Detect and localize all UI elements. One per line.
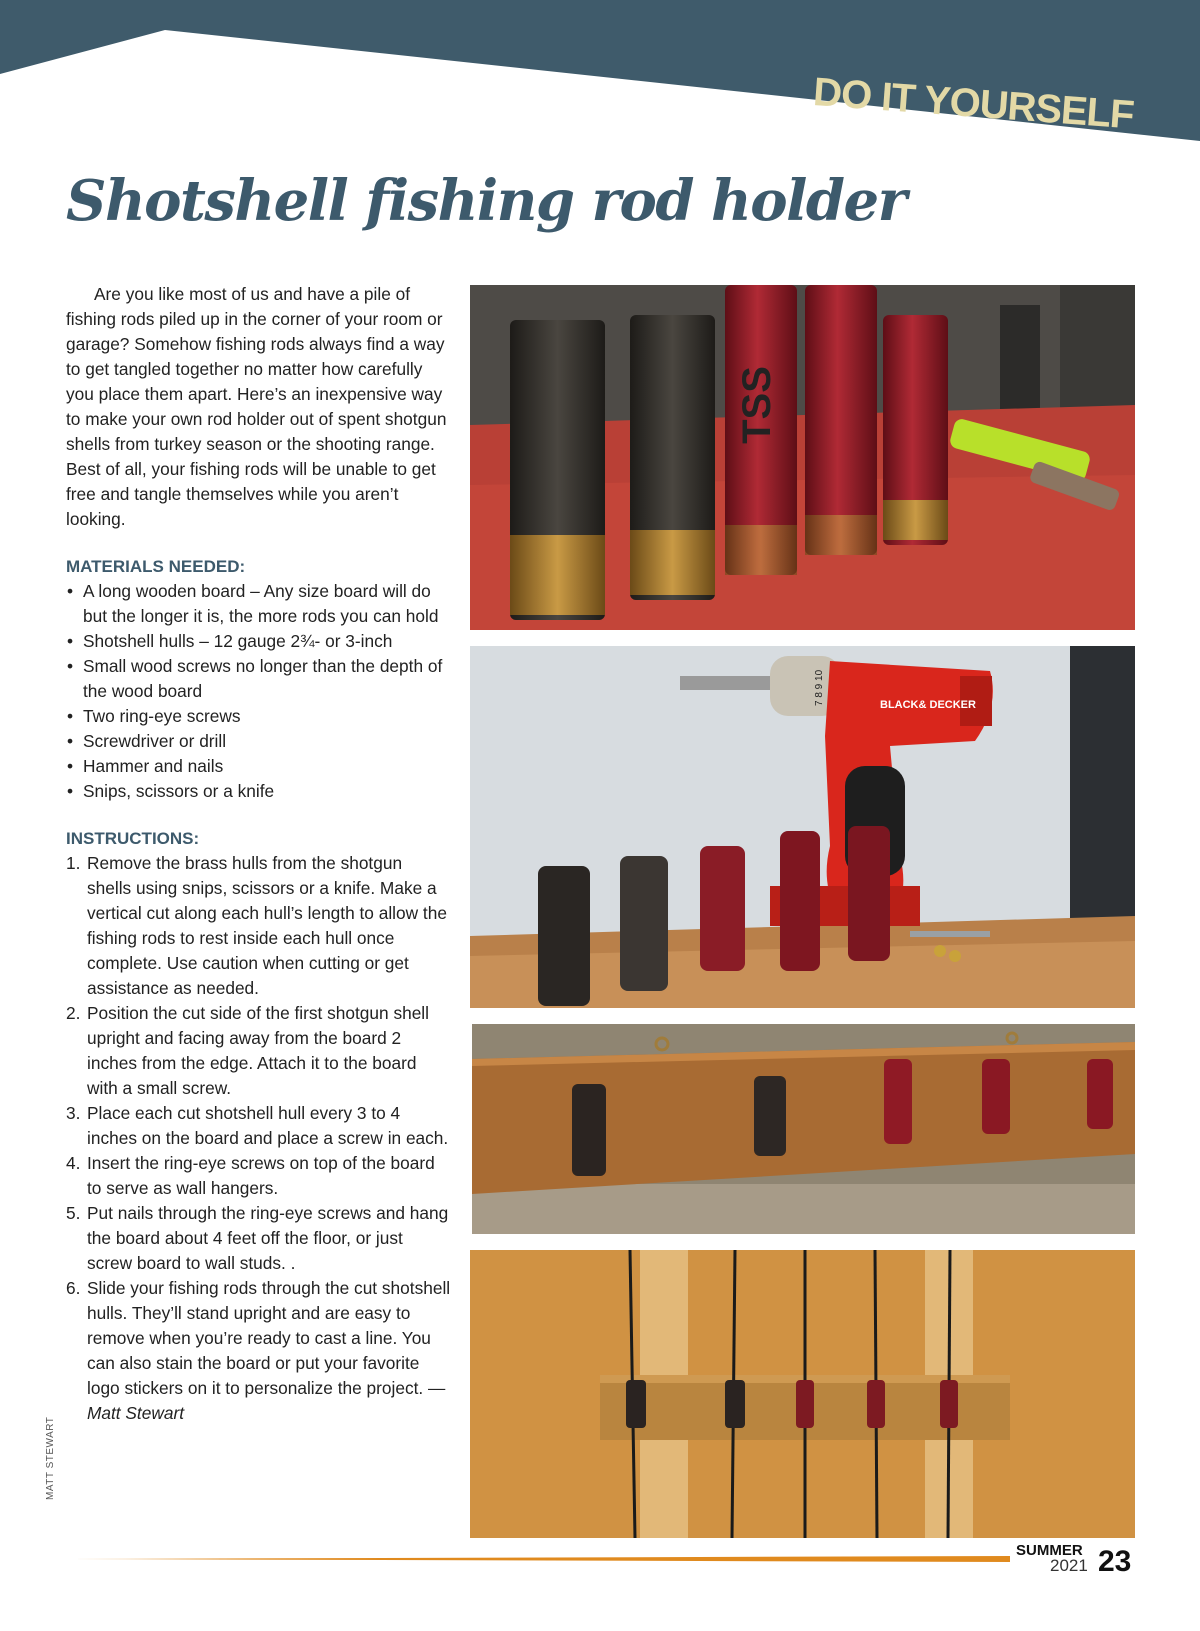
shell-marking: TSS [735, 366, 779, 444]
step-number: 6. [66, 1278, 81, 1298]
instruction-step [66, 1201, 451, 1276]
step-number: 5. [66, 1203, 81, 1223]
step-number: 2. [66, 1003, 81, 1023]
list-item: • Shotshell hulls – 12 gauge 2¾- or 3-inch [66, 629, 451, 654]
step-text: Insert the ring-eye screws on top of the board to serve as wall hangers. [87, 1153, 435, 1198]
materials-heading: MATERIALS NEEDED: [66, 557, 246, 576]
list-item: • Snips, scissors or a knife [66, 779, 451, 804]
list-item: • Screwdriver or drill [66, 729, 451, 754]
step-text: Slide your fishing rods through the cut shotshell hulls. They’ll stand upright and are easy to remove when you’re ready to cast a line. You can also stain the board or put your favorite logo stickers on it to personalize the project. — [87, 1278, 451, 1398]
instructions-list [66, 851, 451, 1426]
instruction-step [66, 851, 451, 1001]
photo-credit: MATT STEWART [45, 1416, 56, 1500]
instruction-step [66, 1151, 451, 1201]
photo-drill-and-hulls [470, 646, 1135, 1008]
instruction-step [66, 1001, 451, 1101]
article-body [66, 282, 451, 1426]
step-number: 1. [66, 853, 81, 873]
list-item: • Two ring-eye screws [66, 704, 451, 729]
page-number: 23 [1098, 1545, 1132, 1578]
list-item: • A long wooden board – Any size board will do but the longer it is, the more rods you can hold [66, 579, 451, 629]
step-text: Position the cut side of the first shotgun shell upright and facing away from the board 2 inches from the edge. Attach it to the board with a small screw. [87, 1003, 429, 1098]
drill-clutch-scale: 7 8 9 10 [814, 669, 825, 706]
materials-list [66, 579, 451, 804]
author-signature: Matt Stewart [87, 1403, 184, 1423]
step-text: Place each cut shotshell hull every 3 to 4 inches on the board and place a screw in each. [87, 1103, 449, 1148]
instruction-step [66, 1101, 451, 1151]
list-item: • Hammer and nails [66, 754, 451, 779]
instruction-step [66, 1276, 451, 1426]
article-title: Shotshell fishing rod holder [66, 168, 906, 234]
step-number: 3. [66, 1103, 81, 1123]
step-text: Put nails through the ring-eye screws and hang the board about 4 feet off the floor, or just screw board to wall studs. . [87, 1203, 449, 1273]
issue-year: 2021 [1050, 1556, 1088, 1575]
footer-rule [72, 1556, 1010, 1562]
drill-brand-label: BLACK& DECKER [880, 699, 976, 711]
issue-season: SUMMER [1016, 1542, 1083, 1559]
step-text: Remove the brass hulls from the shotgun shells using snips, scissors or a knife. Make a vertical cut along each hull’s length to allow the fishing rods to rest inside each hull once complete. Use caution when cutting or get assistance as needed. [87, 853, 447, 998]
step-number: 4. [66, 1153, 81, 1173]
instructions-heading: INSTRUCTIONS: [66, 829, 200, 848]
photo-finished-board [472, 1024, 1135, 1234]
intro-paragraph: Are you like most of us and have a pile of fishing rods piled up in the corner of your room or garage? Somehow fishing rods always find a way to get tangled together no matter how carefully you place them apart. Here’s an inexpensive way to make your own rod holder out of spent shotgun shells from turkey season or the shooting range. Best of all, your fishing rods will be unable to get free and tangle themselves while you aren’t looking. [66, 284, 447, 529]
list-item: • Small wood screws no longer than the depth of the wood board [66, 654, 451, 704]
section-tag: DO IT YOURSELF [811, 70, 1135, 138]
photo-shotgun-shells [470, 285, 1135, 630]
photo-mounted-holder [470, 1250, 1135, 1538]
